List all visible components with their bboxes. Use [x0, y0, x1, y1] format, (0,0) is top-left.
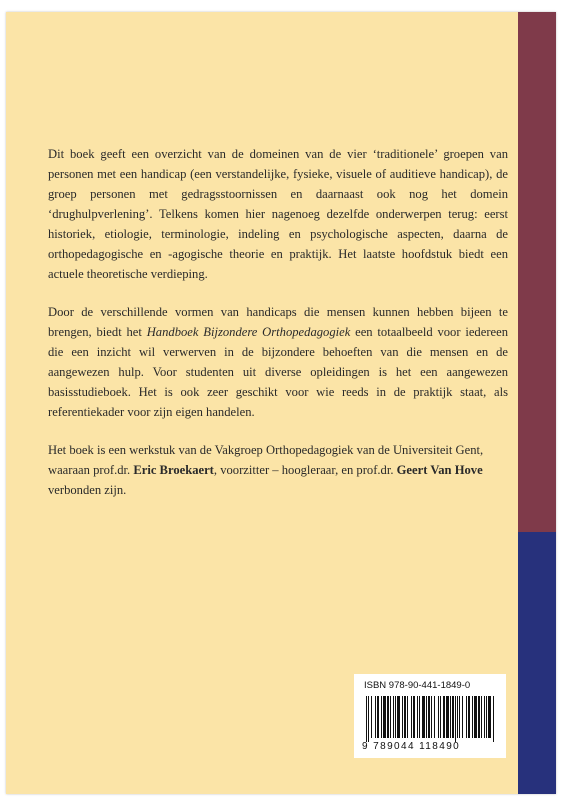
blurb-p3-c: verbonden zijn. — [48, 483, 127, 497]
barcode-bar — [486, 696, 487, 738]
barcode-bar — [413, 696, 415, 738]
barcode-bar — [450, 696, 451, 738]
blurb-paragraph-3 — [48, 440, 508, 500]
barcode-bar — [484, 696, 485, 738]
barcode-bar — [381, 696, 382, 738]
blurb-p3-a: Het boek is een werkstuk van de Vakgroep Orthopedagogiek van de Universiteit Gent, waaraan prof.dr. — [48, 443, 484, 477]
barcode-bar — [466, 696, 467, 738]
barcode-bars — [364, 696, 496, 742]
spine-stripe-maroon — [518, 12, 556, 532]
isbn-text: ISBN 978-90-441-1849-0 — [364, 680, 471, 691]
barcode-bar — [426, 696, 427, 738]
book-title-italic: Handboek Bijzondere Orthopedagogiek — [146, 325, 351, 339]
barcode-bar — [462, 696, 463, 738]
author-name-2: Geert Van Hove — [396, 463, 483, 477]
barcode-bar — [375, 696, 376, 738]
blurb-paragraph-1: Dit boek geeft een overzicht van de domeinen van de vier ‘traditionele’ groepen van personen met een handicap (een verstandelijke, fysieke, visuele of auditieve handicap), de groep personen met gedragsstoornissen en daarnaast ook nog het domein ‘drughulpverlening’. Telkens komen hier nagenoeg dezelfde onderwerpen terug: eerst historiek, etiologie, terminologie, indeling en psychologische aspecten, daarna de orthopedagogische en -agogische theorie en praktijk. Het laatste hoofdstuk biedt een actuele theoretische verdieping. — [48, 147, 508, 281]
blurb-p2-start: Door de verschillende vormen van handicaps die mensen kunnen hebben bijeen te brengen, biedt het — [48, 305, 508, 339]
barcode-bar — [407, 696, 408, 738]
barcode-bar — [371, 696, 372, 738]
barcode-bar — [443, 696, 445, 738]
barcode-bar — [393, 696, 394, 738]
barcode-label — [354, 674, 506, 758]
barcode-bar — [368, 696, 369, 742]
barcode-bar — [422, 696, 425, 738]
blurb-p2-end: een totaalbeeld voor iedereen die een inzicht wil verwerven in de bijzondere behoeften van die mensen en de aangewezen hulp. Voor studenten uit diverse opleidingen is het een aangewezen basisstudieboek. Het is ook zeer geschikt voor wie reeds in de praktijk staat, als referentiekader voor zijn eigen handelen. — [48, 325, 508, 419]
barcode-bar — [478, 696, 480, 738]
barcode-bar — [383, 696, 386, 738]
barcode-bar — [474, 696, 477, 738]
barcode-bar — [390, 696, 391, 738]
barcode-bar — [438, 696, 439, 738]
barcode-bar — [402, 696, 403, 738]
barcode-bar — [452, 696, 454, 738]
barcode-bar — [397, 696, 400, 738]
barcode-bar — [428, 696, 430, 738]
barcode-bar — [431, 696, 432, 738]
barcode-bar — [481, 696, 482, 738]
spine-stripe-blue — [518, 532, 556, 794]
barcode-bar — [440, 696, 441, 738]
barcode-bar — [366, 696, 367, 742]
barcode-bar — [411, 696, 412, 738]
barcode-bar — [457, 696, 458, 738]
barcode-bar — [434, 696, 435, 738]
barcode-bar — [488, 696, 491, 738]
barcode-digits: 9 789044 118490 — [362, 741, 461, 752]
barcode-bar — [417, 696, 418, 738]
barcode-bar — [395, 696, 396, 738]
barcode-bar — [419, 696, 420, 738]
book-back-cover — [6, 12, 556, 794]
blurb-p3-b: , voorzitter – hoogleraar, en prof.dr. — [213, 463, 397, 477]
barcode-bar — [468, 696, 470, 738]
barcode-bar — [493, 696, 494, 742]
barcode-bar — [446, 696, 449, 738]
barcode-bar — [404, 696, 406, 738]
barcode-bar — [472, 696, 473, 738]
author-name-1: Eric Broekaert — [133, 463, 214, 477]
barcode-bar — [455, 696, 456, 742]
barcode-bar — [377, 696, 379, 738]
barcode-bar — [459, 696, 460, 738]
blurb-paragraph-2 — [48, 302, 508, 422]
barcode-bar — [387, 696, 389, 738]
cover-blurb — [48, 144, 508, 500]
